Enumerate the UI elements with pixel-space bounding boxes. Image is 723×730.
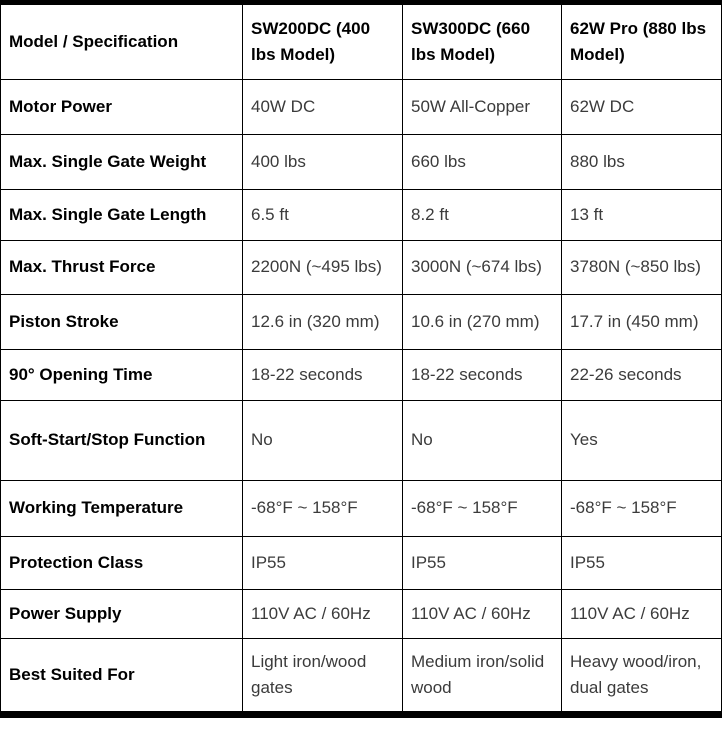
spec-value: Heavy wood/iron, dual gates — [562, 639, 722, 715]
spec-value: 8.2 ft — [403, 190, 562, 241]
spec-value: 17.7 in (450 mm) — [562, 295, 722, 350]
row-label: 90° Opening Time — [1, 350, 243, 401]
table-row-protection-class — [1, 537, 722, 590]
table-row-soft-start-stop — [1, 401, 722, 481]
header-62w-pro: 62W Pro (880 lbs Model) — [562, 3, 722, 80]
spec-value: 2200N (~495 lbs) — [243, 241, 403, 295]
spec-value: 62W DC — [562, 80, 722, 135]
spec-value: -68°F ~ 158°F — [562, 481, 722, 537]
table-row-working-temperature — [1, 481, 722, 537]
row-label: Power Supply — [1, 590, 243, 639]
spec-value: 10.6 in (270 mm) — [403, 295, 562, 350]
row-label: Protection Class — [1, 537, 243, 590]
header-model-specification: Model / Specification — [1, 3, 243, 80]
table-row-gate-length — [1, 190, 722, 241]
spec-value: -68°F ~ 158°F — [403, 481, 562, 537]
row-label: Max. Thrust Force — [1, 241, 243, 295]
table-row-piston-stroke — [1, 295, 722, 350]
spec-value: 400 lbs — [243, 135, 403, 190]
spec-value: IP55 — [243, 537, 403, 590]
spec-value: 3780N (~850 lbs) — [562, 241, 722, 295]
spec-value: 110V AC / 60Hz — [243, 590, 403, 639]
row-label: Soft-Start/Stop Function — [1, 401, 243, 481]
row-label: Working Temperature — [1, 481, 243, 537]
spec-value: 40W DC — [243, 80, 403, 135]
table-row-gate-weight — [1, 135, 722, 190]
table-row-motor-power — [1, 80, 722, 135]
table-row-thrust-force — [1, 241, 722, 295]
spec-value: IP55 — [562, 537, 722, 590]
spec-value: -68°F ~ 158°F — [243, 481, 403, 537]
header-row — [1, 3, 722, 80]
spec-value: 13 ft — [562, 190, 722, 241]
table-row-best-suited-for — [1, 639, 722, 715]
spec-value: 50W All-Copper — [403, 80, 562, 135]
row-label: Max. Single Gate Weight — [1, 135, 243, 190]
spec-value: 110V AC / 60Hz — [403, 590, 562, 639]
spec-value: IP55 — [403, 537, 562, 590]
spec-value: Medium iron/solid wood — [403, 639, 562, 715]
spec-value: 660 lbs — [403, 135, 562, 190]
spec-value: No — [403, 401, 562, 481]
spec-value: 18-22 seconds — [403, 350, 562, 401]
spec-value: Yes — [562, 401, 722, 481]
spec-value: 18-22 seconds — [243, 350, 403, 401]
row-label: Piston Stroke — [1, 295, 243, 350]
header-sw300dc: SW300DC (660 lbs Model) — [403, 3, 562, 80]
spec-value: 880 lbs — [562, 135, 722, 190]
table-row-opening-time — [1, 350, 722, 401]
row-label: Max. Single Gate Length — [1, 190, 243, 241]
row-label: Best Suited For — [1, 639, 243, 715]
spec-value: 3000N (~674 lbs) — [403, 241, 562, 295]
table-row-power-supply — [1, 590, 722, 639]
header-sw200dc: SW200DC (400 lbs Model) — [243, 3, 403, 80]
spec-value: 6.5 ft — [243, 190, 403, 241]
spec-value: 12.6 in (320 mm) — [243, 295, 403, 350]
spec-value: No — [243, 401, 403, 481]
spec-value: 110V AC / 60Hz — [562, 590, 722, 639]
row-label: Motor Power — [1, 80, 243, 135]
spec-value: Light iron/wood gates — [243, 639, 403, 715]
spec-value: 22-26 seconds — [562, 350, 722, 401]
